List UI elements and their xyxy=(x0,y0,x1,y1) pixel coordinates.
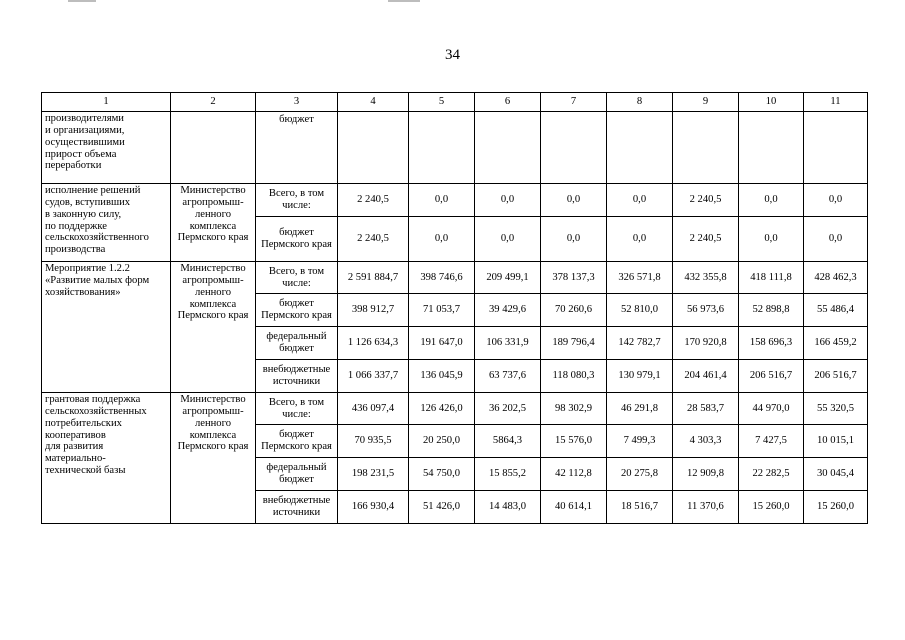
funding-source: Всего, в том числе: xyxy=(256,393,338,425)
amount-cell: 52 810,0 xyxy=(607,294,673,327)
amount-cell: 0,0 xyxy=(541,217,607,262)
column-header: 8 xyxy=(607,93,673,112)
amount-cell: 11 370,6 xyxy=(673,491,739,524)
column-header: 2 xyxy=(171,93,256,112)
amount-cell: 158 696,3 xyxy=(739,327,804,360)
amount-cell: 1 126 634,3 xyxy=(338,327,409,360)
funding-source: Всего, в том числе: xyxy=(256,184,338,217)
amount-cell: 70 260,6 xyxy=(541,294,607,327)
amount-cell xyxy=(804,112,868,184)
amount-cell: 98 302,9 xyxy=(541,393,607,425)
table-row xyxy=(42,262,868,294)
column-header: 3 xyxy=(256,93,338,112)
amount-cell: 166 459,2 xyxy=(804,327,868,360)
amount-cell: 130 979,1 xyxy=(607,360,673,393)
amount-cell: 56 973,6 xyxy=(673,294,739,327)
amount-cell: 0,0 xyxy=(804,217,868,262)
amount-cell: 198 231,5 xyxy=(338,458,409,491)
amount-cell xyxy=(409,112,475,184)
amount-cell: 15 260,0 xyxy=(804,491,868,524)
amount-cell: 18 516,7 xyxy=(607,491,673,524)
funding-source: Всего, в том числе: xyxy=(256,262,338,294)
column-header: 11 xyxy=(804,93,868,112)
amount-cell: 166 930,4 xyxy=(338,491,409,524)
amount-cell xyxy=(338,112,409,184)
amount-cell: 1 066 337,7 xyxy=(338,360,409,393)
amount-cell: 170 920,8 xyxy=(673,327,739,360)
amount-cell: 136 045,9 xyxy=(409,360,475,393)
amount-cell xyxy=(739,112,804,184)
amount-cell: 55 320,5 xyxy=(804,393,868,425)
amount-cell: 15 260,0 xyxy=(739,491,804,524)
funding-source: бюджет Пермского края xyxy=(256,294,338,327)
amount-cell: 63 737,6 xyxy=(475,360,541,393)
amount-cell: 51 426,0 xyxy=(409,491,475,524)
funding-source: федеральный бюджет xyxy=(256,458,338,491)
amount-cell: 189 796,4 xyxy=(541,327,607,360)
amount-cell: 191 647,0 xyxy=(409,327,475,360)
amount-cell: 28 583,7 xyxy=(673,393,739,425)
amount-cell: 206 516,7 xyxy=(804,360,868,393)
amount-cell: 398 912,7 xyxy=(338,294,409,327)
table-row xyxy=(42,112,868,184)
amount-cell: 42 112,8 xyxy=(541,458,607,491)
amount-cell: 40 614,1 xyxy=(541,491,607,524)
funding-source: бюджет xyxy=(256,112,338,184)
amount-cell: 0,0 xyxy=(409,217,475,262)
measure-description: исполнение решений судов, вступивших в законную силу, по поддержке сельскохозяйственного производства xyxy=(42,184,171,262)
amount-cell: 0,0 xyxy=(409,184,475,217)
funding-source: бюджет Пермского края xyxy=(256,425,338,458)
amount-cell xyxy=(475,112,541,184)
amount-cell: 432 355,8 xyxy=(673,262,739,294)
amount-cell: 0,0 xyxy=(607,217,673,262)
table-row xyxy=(42,393,868,425)
measure-description: грантовая поддержка сельскохозяйственных потребительских кооперативов для развития материально- технической базы xyxy=(42,393,171,524)
column-header: 9 xyxy=(673,93,739,112)
amount-cell: 2 240,5 xyxy=(673,184,739,217)
amount-cell: 106 331,9 xyxy=(475,327,541,360)
amount-cell: 0,0 xyxy=(541,184,607,217)
amount-cell: 418 111,8 xyxy=(739,262,804,294)
amount-cell: 436 097,4 xyxy=(338,393,409,425)
funding-source: внебюджетные источники xyxy=(256,491,338,524)
executor-cell: Министерство агропромыш- ленного комплекса Пермского края xyxy=(171,262,256,393)
measure-description: Мероприятие 1.2.2 «Развитие малых форм хозяйствования» xyxy=(42,262,171,393)
amount-cell: 55 486,4 xyxy=(804,294,868,327)
page-number: 34 xyxy=(445,47,460,63)
column-header: 4 xyxy=(338,93,409,112)
amount-cell: 30 045,4 xyxy=(804,458,868,491)
program-financing-table xyxy=(41,92,868,524)
amount-cell xyxy=(607,112,673,184)
executor-cell xyxy=(171,112,256,184)
column-header: 1 xyxy=(42,93,171,112)
amount-cell: 326 571,8 xyxy=(607,262,673,294)
executor-cell: Министерство агропромыш- ленного комплекса Пермского края xyxy=(171,184,256,262)
column-number-row xyxy=(42,93,868,112)
amount-cell: 70 935,5 xyxy=(338,425,409,458)
amount-cell: 0,0 xyxy=(607,184,673,217)
amount-cell: 12 909,8 xyxy=(673,458,739,491)
amount-cell: 2 591 884,7 xyxy=(338,262,409,294)
amount-cell xyxy=(541,112,607,184)
amount-cell: 0,0 xyxy=(739,217,804,262)
amount-cell: 44 970,0 xyxy=(739,393,804,425)
amount-cell: 398 746,6 xyxy=(409,262,475,294)
funding-source: федеральный бюджет xyxy=(256,327,338,360)
amount-cell: 15 576,0 xyxy=(541,425,607,458)
amount-cell: 14 483,0 xyxy=(475,491,541,524)
amount-cell: 2 240,5 xyxy=(338,184,409,217)
scan-mark-left xyxy=(68,0,96,2)
amount-cell: 126 426,0 xyxy=(409,393,475,425)
amount-cell: 206 516,7 xyxy=(739,360,804,393)
amount-cell: 118 080,3 xyxy=(541,360,607,393)
amount-cell: 0,0 xyxy=(739,184,804,217)
funding-source: бюджет Пермского края xyxy=(256,217,338,262)
column-header: 10 xyxy=(739,93,804,112)
amount-cell: 46 291,8 xyxy=(607,393,673,425)
measure-description: производителями и организациями, осуществившими прирост объема переработки xyxy=(42,112,171,184)
amount-cell: 0,0 xyxy=(475,217,541,262)
amount-cell: 10 015,1 xyxy=(804,425,868,458)
column-header: 7 xyxy=(541,93,607,112)
amount-cell: 2 240,5 xyxy=(338,217,409,262)
scan-mark-right xyxy=(388,0,420,2)
amount-cell: 15 855,2 xyxy=(475,458,541,491)
funding-source: внебюджетные источники xyxy=(256,360,338,393)
amount-cell: 7 427,5 xyxy=(739,425,804,458)
amount-cell: 22 282,5 xyxy=(739,458,804,491)
table-row xyxy=(42,184,868,217)
amount-cell: 71 053,7 xyxy=(409,294,475,327)
amount-cell: 4 303,3 xyxy=(673,425,739,458)
amount-cell: 142 782,7 xyxy=(607,327,673,360)
amount-cell: 52 898,8 xyxy=(739,294,804,327)
amount-cell: 54 750,0 xyxy=(409,458,475,491)
amount-cell: 36 202,5 xyxy=(475,393,541,425)
amount-cell: 5864,3 xyxy=(475,425,541,458)
amount-cell: 204 461,4 xyxy=(673,360,739,393)
amount-cell xyxy=(673,112,739,184)
amount-cell: 7 499,3 xyxy=(607,425,673,458)
amount-cell: 428 462,3 xyxy=(804,262,868,294)
amount-cell: 209 499,1 xyxy=(475,262,541,294)
column-header: 6 xyxy=(475,93,541,112)
amount-cell: 2 240,5 xyxy=(673,217,739,262)
column-header: 5 xyxy=(409,93,475,112)
amount-cell: 20 275,8 xyxy=(607,458,673,491)
amount-cell: 378 137,3 xyxy=(541,262,607,294)
amount-cell: 39 429,6 xyxy=(475,294,541,327)
amount-cell: 0,0 xyxy=(804,184,868,217)
executor-cell: Министерство агропромыш- ленного комплекса Пермского края xyxy=(171,393,256,524)
amount-cell: 0,0 xyxy=(475,184,541,217)
amount-cell: 20 250,0 xyxy=(409,425,475,458)
